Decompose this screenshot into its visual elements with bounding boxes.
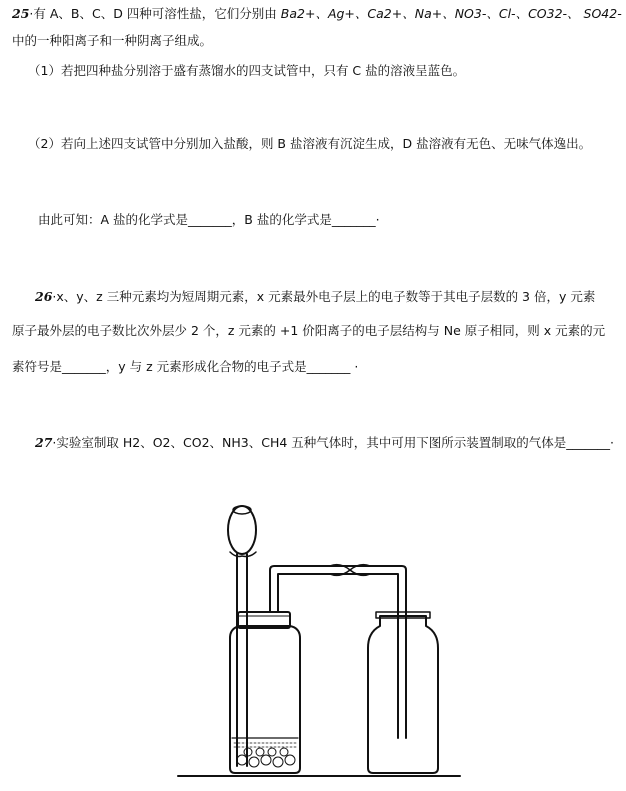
q26-line3: 素符号是_______，y 与 z 元素形成化合物的电子式是_______ ·	[12, 359, 359, 374]
q25-part1: （1）若把四种盐分别溶于盛有蒸馏水的四支试管中，只有 C 盐的溶液呈蓝色。	[28, 63, 466, 78]
q25-line1	[12, 5, 622, 23]
q27-text: ·实验室制取 H2、O2、CO2、NH3、CH4 五种气体时，其中可用下图所示装置制取的气体是_______·	[52, 435, 614, 450]
q25-intro: ·有 A、B、C、D 四种可溶性盐，它们分别由	[29, 6, 281, 21]
q25-part2: （2）若向上述四支试管中分别加入盐酸，则 B 盐溶液有沉淀生成，D 盐溶液有无色、无味气体逸出。	[28, 136, 592, 151]
q25-conclusion: 由此可知：A 盐的化学式是_______，B 盐的化学式是_______·	[38, 212, 380, 227]
generating-bottle	[230, 626, 300, 773]
solid-granules	[237, 748, 295, 767]
q27-number: 27	[35, 435, 53, 450]
q27-line	[35, 434, 614, 452]
q26-number: 26	[35, 289, 53, 304]
q25-ions: Ba2+、Ag+、Ca2+、Na+、NO3-、Cl-、CO32-、 SO42-	[280, 6, 622, 21]
q26-line1	[35, 288, 595, 306]
funnel-bulb	[228, 506, 256, 554]
q25-line2: 中的一种阳离子和一种阴离子组成。	[12, 33, 213, 48]
q26-text1: ·x、y、z 三种元素均为短周期元素，x 元素最外电子层上的电子数等于其电子层数的 3 倍，y 元素	[52, 289, 596, 304]
q26-line2: 原子最外层的电子数比次外层少 2 个，z 元素的 +1 价阳离子的电子层结构与 Ne 原子相同，则 x 元素的元	[12, 323, 606, 338]
q25-number: 25	[12, 6, 30, 21]
delivery-tube	[270, 566, 406, 738]
gas-apparatus-figure	[170, 488, 470, 788]
collecting-bottle	[368, 616, 438, 773]
